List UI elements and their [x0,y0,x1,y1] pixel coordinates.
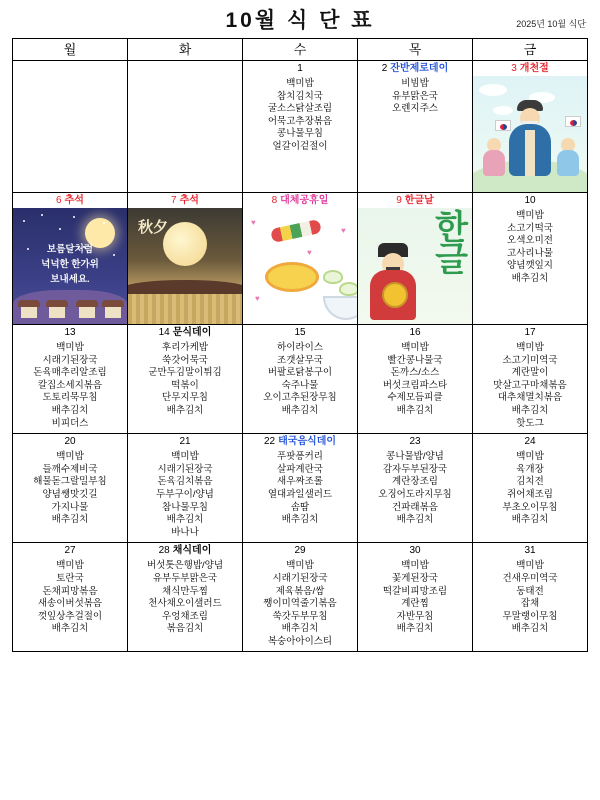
menu-list [358,76,472,119]
taegeukgi-flag-icon [565,116,581,127]
songpyeon-shape [339,282,357,296]
menu-item: 양념쌩맛깃길 [42,488,98,500]
menu-item: 배추김치 [51,514,89,526]
day-event-label: 잔반제로데이 [390,63,449,74]
day-number: 9 [396,195,402,206]
calendar-day-cell[interactable] [358,193,473,325]
chuseok-hanok-illustration [128,208,242,324]
menu-item: 오렌지주스 [392,103,438,115]
calendar-day-cell[interactable] [13,434,128,543]
menu-item: 배추김치 [396,404,434,416]
menu-item: 김치전 [516,476,544,488]
menu-item: 배추김치 [396,623,434,635]
rice-field-shape [128,294,242,324]
menu-list [473,449,587,530]
menu-item: 배추김치 [281,404,319,416]
calendar-week-row [13,61,588,193]
menu-item: 핫도그 [516,417,544,429]
day-number-row [13,434,127,449]
greeting-line-1: 보름달처럼 [47,244,93,255]
menu-item: 배추김치 [166,404,204,416]
day-number-row [128,193,242,208]
day-number: 7 [171,195,177,206]
menu-item: 떡갈비피망조림 [382,585,448,597]
day-number-row [473,61,587,76]
menu-item: 맛살고구마채볶음 [493,379,567,391]
menu-item: 배추김치 [166,514,204,526]
calendar-day-cell[interactable] [243,543,358,652]
menu-item: 오징어도라지무침 [378,488,452,500]
menu-item: 수제모듬피클 [387,392,443,404]
day-number [128,61,242,76]
menu-item: 쨍이미역줄기볶음 [263,598,337,610]
menu-list [128,340,242,421]
menu-item: 유부맑은국 [392,90,438,102]
menu-item: 백미밥 [516,210,544,221]
day-number-row [128,434,242,449]
menu-item: 껏잎상추걸절이 [37,610,103,622]
menu-item: 군만두김말이튀김 [148,367,222,379]
day-number-row [358,61,472,76]
menu-item: 배추김치 [511,514,549,526]
child-hanbok-shape [483,150,505,176]
day-number: 23 [409,436,421,448]
child-figure [483,138,505,176]
moon-shape [163,222,207,266]
menu-list [243,449,357,530]
weekday-header-fri: 금 [473,39,588,61]
calendar-day-cell[interactable] [128,61,243,193]
calendar-day-cell[interactable] [358,61,473,193]
dangun-figure [509,100,551,176]
calendar-week-row [13,325,588,434]
calendar-day-cell[interactable] [243,61,358,193]
menu-item: 새우짜조롤 [277,476,323,488]
menu-item: 단무지무침 [162,392,208,404]
day-number: 14 [158,327,170,338]
menu-list [358,340,472,421]
calendar-week-row [13,193,588,325]
calendar-day-cell[interactable] [473,193,588,325]
day-number-row [128,325,242,340]
menu-list [243,340,357,421]
menu-item: 칼집소세지볶음 [37,379,103,391]
menu-item: 계란말이 [511,367,549,379]
menu-item: 백미밥 [286,78,314,89]
menu-item: 육개장 [516,463,544,475]
menu-item: 두부구이/양념 [156,488,214,500]
menu-item: 백미밥 [286,560,314,572]
day-number-row [128,543,242,558]
day-event-label: 개천절 [519,63,549,74]
menu-list [358,558,472,639]
menu-item: 무말랭이무침 [502,610,558,622]
calendar-day-cell[interactable] [358,543,473,652]
menu-item: 돈채피망볶음 [42,585,98,597]
weekday-header-row [13,39,588,61]
menu-list [473,558,587,639]
menu-item: 꽃게된장국 [392,572,438,584]
calendar-day-cell[interactable] [128,434,243,543]
menu-item: 비피더스 [51,417,89,429]
menu-item: 시래기된장국 [157,463,213,475]
calendar-day-cell[interactable] [473,61,588,193]
menu-item: 푸팟퐁커리 [277,451,323,463]
day-illustration [473,76,587,192]
menu-item: 배추김치 [511,272,549,284]
hangul-day-illustration [358,208,472,324]
menu-item: 돈육김치볶음 [157,476,213,488]
weekday-header-wed: 수 [243,39,358,61]
day-event-label: 채식데이 [172,545,212,557]
menu-item: 쑥갓두부무침 [272,610,328,622]
calendar-day-cell[interactable] [243,325,358,434]
menu-item: 배추김치 [51,623,89,635]
day-number: 13 [64,327,76,338]
heart-icon: ♥ [307,248,312,257]
menu-item: 도토리묵무침 [42,392,98,404]
menu-list [243,76,357,157]
day-number: 24 [524,436,536,448]
calendar-day-cell[interactable] [243,434,358,543]
menu-item: 조갯살무국 [277,354,323,366]
star-shape [103,222,105,224]
day-number-row [243,434,357,449]
menu-item: 배추김치 [51,404,89,416]
day-number: 6 [56,195,62,206]
menu-item: 시래기된장국 [272,572,328,584]
menu-item: 동태전 [516,585,544,597]
day-number: 31 [524,545,536,557]
day-number-row [358,434,472,449]
calendar-week-row [13,434,588,543]
day-number: 10 [524,195,536,206]
day-illustration [358,208,472,324]
cloud-shape [479,84,507,96]
menu-list [243,558,357,651]
menu-item: 새송이버섯볶음 [37,598,103,610]
menu-item: 유부두부맑은국 [152,572,218,584]
menu-item: 감자두부된장국 [382,463,448,475]
menu-item: 콩나물무침 [277,128,323,140]
menu-item: 콩나물밥/양념 [386,451,444,463]
child-figure [557,138,579,176]
chuseok-moon-illustration [13,208,127,324]
menu-item: 해물돋그랄밀부침 [33,476,107,488]
day-number-row [13,543,127,558]
title-row [12,8,588,38]
hanok-house-shape [105,306,121,318]
calendar-day-cell[interactable] [473,543,588,652]
day-number: 2 [381,63,388,74]
hanbok-robe-shape [509,124,551,176]
menu-item: 우엉채조림 [162,610,208,622]
menu-item: 배추김치 [511,404,549,416]
day-number-row [358,543,472,558]
menu-item: 백미밥 [516,560,544,572]
hanok-house-shape [79,306,95,318]
menu-item: 배추김치 [396,514,434,526]
meal-calendar-table [12,38,588,652]
menu-item: 돈육매추리알조림 [33,367,107,379]
day-number: 15 [294,327,306,338]
menu-item: 떡볶이 [171,379,199,391]
menu-item: 토란국 [56,572,84,584]
calendar-day-cell[interactable] [13,193,128,325]
calendar-day-cell[interactable] [128,543,243,652]
day-number-row [358,193,472,208]
songpyeon-shape [323,270,343,284]
day-event-label: 태국음식데이 [278,436,337,448]
hanok-house-shape [49,306,65,318]
day-number: 29 [294,545,306,557]
taegeukgi-flag-icon [495,120,511,131]
day-event-label: 한글날 [404,195,434,206]
menu-item: 고사리나물 [507,247,553,259]
menu-list [13,449,127,530]
day-number: 28 [158,545,170,557]
heart-icon: ♥ [255,294,260,303]
menu-item: 채식만두찜 [162,585,208,597]
menu-item: 백미밥 [401,560,429,572]
menu-item: 백미밥 [56,342,84,353]
menu-item: 계란장조림 [392,476,438,488]
day-number: 1 [297,63,303,74]
menu-item: 소고기미역국 [502,354,558,366]
day-number-row [473,193,587,208]
day-number: 17 [524,327,536,338]
day-number: 30 [409,545,421,557]
gaecheonjeol-illustration [473,76,587,192]
calendar-day-cell[interactable] [13,543,128,652]
menu-item: 대추채멸치볶음 [497,392,563,404]
calendar-day-cell[interactable] [13,61,128,193]
menu-item: 백미밥 [516,342,544,353]
king-sejong-figure [370,243,416,320]
greeting-line-3: 보내세요. [50,274,90,285]
menu-item: 얼갈이겉절이 [272,140,328,152]
day-number: 22 [263,436,276,448]
day-illustration [13,208,127,324]
menu-item: 빨간콩나물국 [387,354,443,366]
calendar-day-cell[interactable] [128,325,243,434]
menu-item: 버팔로닭봉구이 [267,367,333,379]
menu-list [473,208,587,289]
star-shape [59,228,61,230]
calendar-day-cell[interactable] [473,325,588,434]
menu-item: 오이고추된장무침 [263,392,337,404]
menu-list [128,558,242,639]
menu-item: 배추김치 [511,623,549,635]
day-number: 8 [271,195,278,206]
menu-list [13,340,127,433]
menu-list [13,558,127,639]
menu-item: 배추김치 [281,514,319,526]
day-event-label: 문식데이 [172,327,212,338]
day-number-row [243,543,357,558]
child-hanbok-shape [557,150,579,176]
day-number: 21 [179,436,191,448]
day-number: 3 [511,63,517,74]
sanjeok-skewer-shape [270,219,322,243]
menu-item: 바나나 [171,526,199,538]
hangul-char-2: 글 [435,241,468,279]
menu-item: 후리가케밥 [162,342,208,353]
calendar-day-cell[interactable] [358,325,473,434]
page-title: 10월 식 단 표 [225,9,375,32]
menu-item: 가지나물 [51,501,89,513]
menu-item: 굴소스닭살조림 [267,103,333,115]
menu-item: 쑥갓어묵국 [162,354,208,366]
menu-item: 비빔밥 [401,78,429,89]
menu-item: 오색오미전 [507,235,553,247]
menu-item: 자반무침 [396,610,434,622]
day-number-row [473,434,587,449]
day-illustration [128,208,242,324]
menu-item: 열대과일샐러드 [267,488,333,500]
soup-bowl-shape [323,296,357,320]
menu-item: 건파래볶음 [392,501,438,513]
menu-item: 백미밥 [401,342,429,353]
day-number-row [358,325,472,340]
day-number: 27 [64,545,76,557]
day-number-row [243,193,357,208]
royal-robe-shape [370,270,416,320]
weekday-header-mon: 월 [13,39,128,61]
menu-item: 백미밥 [171,451,199,463]
calendar-day-cell[interactable] [243,193,358,325]
day-number-row [473,543,587,558]
day-event-label: 추석 [64,195,84,206]
menu-item: 참나물무침 [162,501,208,513]
menu-item: 소고기떡국 [507,222,553,234]
holiday-food-illustration [243,208,357,324]
day-number-row [13,193,127,208]
menu-item: 버섯톳은행밥/양념 [146,560,224,572]
menu-item: 솜땀 [290,501,310,513]
menu-item: 계란찜 [401,598,429,610]
menu-item: 참치김치국 [277,90,323,102]
greeting-line-2: 넉넉한 한가위 [41,259,99,270]
day-illustration [243,208,357,324]
day-number: 16 [409,327,421,338]
star-shape [73,216,75,218]
weekday-header-thu: 목 [358,39,473,61]
menu-item: 백미밥 [516,451,544,463]
calendar-day-cell[interactable] [473,434,588,543]
menu-item: 어묵고추장볶음 [267,115,333,127]
hanok-house-shape [21,306,37,318]
day-number-row [243,325,357,340]
day-number [13,61,127,76]
menu-item: 양념깻잎지 [507,260,553,272]
menu-item: 볶음김치 [166,623,204,635]
menu-item: 들깨수제비국 [42,463,98,475]
calendar-day-cell[interactable] [128,193,243,325]
chuseok-hanja-text: 秋夕 [138,219,169,236]
heart-icon: ♥ [251,218,256,227]
menu-item: 복숭아아이스티 [267,635,333,647]
menu-item: 시래기된장국 [42,354,98,366]
chuseok-greeting-text [13,242,127,287]
menu-item: 부초오이무침 [502,501,558,513]
menu-item: 건새우미역국 [502,572,558,584]
jeon-pancake-shape [265,262,319,292]
menu-item: 쥐어채조림 [507,488,553,500]
menu-list [473,340,587,433]
menu-item: 살파계란국 [277,463,323,475]
day-event-label: 추석 [179,195,199,206]
hangul-char-1: 한 [435,209,468,247]
menu-list [128,449,242,542]
day-number-row [243,61,357,76]
weekday-header-tue: 화 [128,39,243,61]
day-number-row [473,325,587,340]
calendar-day-cell[interactable] [13,325,128,434]
menu-item: 천사채오이샐러드 [148,598,222,610]
menu-item: 버섯크림파스타 [382,379,448,391]
menu-item: 하이라이스 [277,342,323,353]
menu-item: 잡채 [520,598,540,610]
calendar-week-row [13,543,588,652]
star-shape [23,220,25,222]
menu-item: 돈까스/소스 [390,367,440,379]
menu-list [358,449,472,530]
day-number: 20 [64,436,76,448]
calendar-day-cell[interactable] [358,434,473,543]
day-number-row [13,325,127,340]
menu-item: 백미밥 [56,560,84,572]
star-shape [41,214,43,216]
menu-item: 백미밥 [56,451,84,463]
menu-item: 배추김치 [281,623,319,635]
menu-item: 숙주나물 [281,379,319,391]
day-event-label: 대체공휴일 [280,195,329,206]
page-subtitle: 2025년 10월 식단 [516,19,586,29]
heart-icon: ♥ [341,226,346,235]
hangul-big-text [435,209,468,279]
menu-item: 제육볶음/쌈 [275,585,325,597]
